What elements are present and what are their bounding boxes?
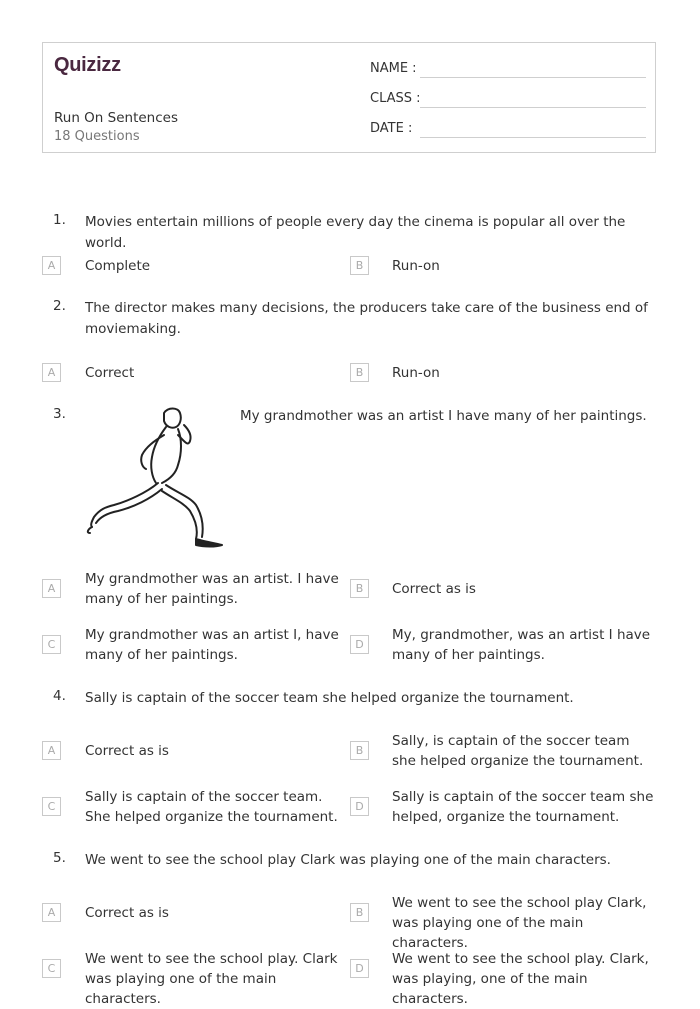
option-text[interactable]: Correct xyxy=(85,365,135,381)
option-text[interactable]: My, grandmother, was an artist I have many of her paintings. xyxy=(392,627,651,663)
name-line xyxy=(420,77,646,78)
question-text: We went to see the school play Clark was playing one of the main characters. xyxy=(85,852,611,868)
class-field[interactable] xyxy=(370,91,421,106)
question-text: Movies entertain millions of people every day the cinema is popular all over the world. xyxy=(85,214,626,251)
option-letter[interactable]: D xyxy=(350,797,369,816)
option-letter[interactable]: B xyxy=(350,256,369,275)
worksheet-title: Run On Sentences xyxy=(54,110,178,126)
option-text[interactable]: We went to see the school play. Clark was playing one of the main characters. xyxy=(85,951,338,1007)
question-count: 18 Questions xyxy=(54,129,140,144)
name-label: NAME : xyxy=(370,61,417,76)
option-letter[interactable]: D xyxy=(350,635,369,654)
option-text[interactable]: My grandmother was an artist I, have many of her paintings. xyxy=(85,627,339,663)
option-text[interactable]: Sally is captain of the soccer team. She helped organize the tournament. xyxy=(85,789,338,825)
option-letter[interactable]: B xyxy=(350,579,369,598)
running-man-icon xyxy=(84,405,229,550)
question-text: The director makes many decisions, the producers take care of the business end of moviemaking. xyxy=(85,300,648,337)
option-letter[interactable]: C xyxy=(42,797,61,816)
option-letter[interactable]: C xyxy=(42,635,61,654)
option-text[interactable]: We went to see the school play. Clark, was playing, one of the main characters. xyxy=(392,951,649,1007)
option-letter[interactable]: B xyxy=(350,741,369,760)
option-text[interactable]: Correct as is xyxy=(392,581,476,597)
option-text[interactable]: Run-on xyxy=(392,365,440,381)
option-letter[interactable]: B xyxy=(350,363,369,382)
option-letter[interactable]: B xyxy=(350,903,369,922)
option-text[interactable]: We went to see the school play Clark, was playing one of the main characters. xyxy=(392,895,647,951)
question-text: Sally is captain of the soccer team she helped organize the tournament. xyxy=(85,690,574,706)
option-text[interactable]: Run-on xyxy=(392,258,440,274)
option-letter[interactable]: A xyxy=(42,741,61,760)
class-label: CLASS : xyxy=(370,91,421,106)
option-text[interactable]: My grandmother was an artist. I have many of her paintings. xyxy=(85,571,339,607)
question-number: 3. xyxy=(53,406,66,422)
option-text[interactable]: Sally is captain of the soccer team she helped, organize the tournament. xyxy=(392,789,654,825)
option-text[interactable]: Complete xyxy=(85,258,151,274)
question-number: 2. xyxy=(53,298,66,314)
option-text[interactable]: Correct as is xyxy=(85,743,169,759)
option-letter[interactable]: A xyxy=(42,363,61,382)
date-label: DATE : xyxy=(370,121,413,136)
option-letter[interactable]: A xyxy=(42,579,61,598)
option-letter[interactable]: A xyxy=(42,256,61,275)
question-text: My grandmother was an artist I have many of her paintings. xyxy=(240,408,647,424)
name-field[interactable] xyxy=(370,61,417,76)
option-text[interactable]: Correct as is xyxy=(85,905,169,921)
question-number: 1. xyxy=(53,212,66,228)
option-text[interactable]: Sally, is captain of the soccer team she helped organize the tournament. xyxy=(392,733,644,769)
worksheet-header xyxy=(42,42,656,153)
option-letter[interactable]: A xyxy=(42,903,61,922)
date-line xyxy=(420,137,646,138)
class-line xyxy=(420,107,646,108)
date-field[interactable] xyxy=(370,121,412,136)
option-letter[interactable]: D xyxy=(350,959,369,978)
question-number: 5. xyxy=(53,850,66,866)
question-number: 4. xyxy=(53,688,66,704)
option-letter[interactable]: C xyxy=(42,959,61,978)
quizizz-logo: Quizizz xyxy=(54,54,121,76)
